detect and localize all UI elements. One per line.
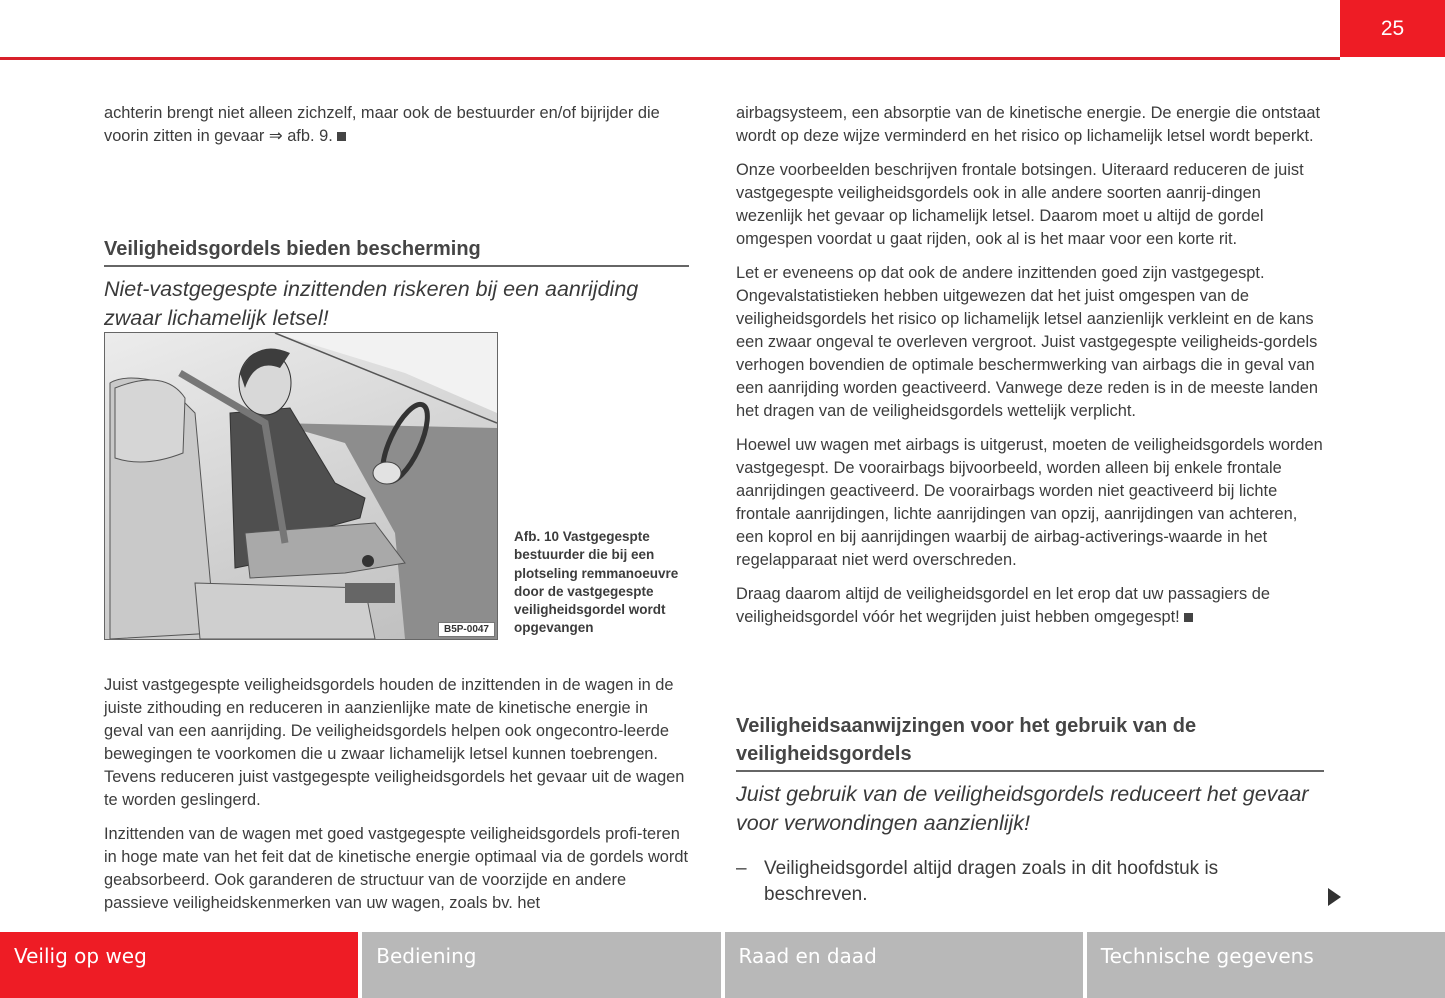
tab-bediening[interactable]: Bediening (362, 932, 720, 998)
section-lead: Niet-vastgegespte inzittenden riskeren bij een aanrijding zwaar lichamelijk letsel! (104, 277, 639, 330)
paragraph: Inzittenden van de wagen met goed vastgegespte veiligheidsgordels profi-teren in hoge mate van het feit dat de kinetische energie optimaal via de gordels wordt geabsorbeerd. Ook garanderen de structuur van de voorzijde en andere passieve veiligheidskenmerken van uw wagen, zoals bv. het (104, 825, 689, 912)
chapter-nav (0, 932, 1445, 998)
paragraph: airbagsysteem, een absorptie van de kinetische energie. De energie die ontstaat wordt op deze wijze verminderd en het risico op lichamelijk letsel wordt beperkt. (736, 104, 1321, 145)
end-of-section-marker-icon (337, 132, 346, 141)
paragraph: Juist vastgegespte veiligheidsgordels houden de inzittenden in de wagen in de juiste zithouding en reduceren in aanzienlijke mate de kinetische energie in geval van een aanrijding. De veiligheidsgordels helpen ook ongecontro-leerde bewegingen te voorkomen die u zwaar lichamelijk letsel kunnen toebrengen. Tevens reduceren juist vastgegespte veiligheidsgordels het gevaar uit de wagen te worden geslingerd. (104, 676, 685, 809)
paragraph: Let er eveneens op dat ook de andere inzittenden goed zijn vastgegespt. Ongevalstatistieken hebben uitgewezen dat het juist omgespen van de veiligheidsgordels het risico op lichamelijk letsel aanzienlijk verkleint en de kans een zwaar ongeval te overleven vergroot. Juist vastgegespte veiligheids-gordels verhogen bovendien de optimale beschermwerking van airbags die in geval van een aanrijding worden geactiveerd. Vanwege deze reden is in de meeste landen het dragen van de veiligheidsgordels wettelijk verplicht. (736, 264, 1318, 420)
intro-paragraph: achterin brengt niet alleen zichzelf, maar ook de bestuurder en/of bijrijder die voorin zitten in gevaar ⇒ afb. 9. (104, 104, 660, 145)
right-section (736, 712, 1324, 908)
tab-veilig-op-weg[interactable]: Veilig op weg (0, 932, 358, 998)
paragraph: Hoewel uw wagen met airbags is uitgerust, moeten de veiligheidsgordels worden vastgegespt. De voorairbags bijvoorbeeld, worden alleen bij enkele frontale aanrijdingen geactiveerd. De voorairbags worden niet geactiveerd bij lichte frontale aanrijdingen, lichte aanrijdingen van opzij, aanrijdingen van achteren, een koprol en bij aanrijdingen waarbij de airbag-activerings-waarde in het regelapparaat niet werd overschreden. (736, 436, 1323, 569)
tab-technische-gegevens[interactable]: Technische gegevens (1087, 932, 1445, 998)
figure-image-driver-seatbelt (104, 332, 498, 640)
list-dash: – (736, 858, 747, 879)
section-title: Veiligheidsgordels bieden bescherming (104, 235, 689, 267)
section-title: Veiligheidsaanwijzingen voor het gebruik van de veiligheidsgordels (736, 712, 1324, 772)
list-item (736, 856, 1324, 908)
figure-caption: Afb. 10 Vastgegespte bestuurder die bij een plotseling remmanoeuvre door de vastgegespte veiligheidsgordel wordt opgevangen (514, 529, 679, 636)
header-bar (0, 0, 1340, 60)
driver-illustration (105, 333, 497, 639)
paragraph: Draag daarom altijd de veiligheidsgordel en let erop dat uw passagiers de veiligheidsgordel vóór het wegrijden juist hebben omgegespt! (736, 585, 1270, 626)
end-of-section-marker-icon (1184, 613, 1193, 622)
right-column (736, 102, 1326, 640)
figure-code: B5P-0047 (438, 622, 495, 637)
list-item-text: Veiligheidsgordel altijd dragen zoals in dit hoofdstuk is beschreven. (764, 858, 1219, 905)
left-column (104, 102, 689, 333)
tab-raad-en-daad[interactable]: Raad en daad (725, 932, 1083, 998)
paragraph: Onze voorbeelden beschrijven frontale botsingen. Uiteraard reduceren de juist vastgegespte veiligheidsgordels ook in alle andere soorten aanrij-dingen wezenlijk het gevaar op lichamelijk letsel. Daarom moet u altijd de gordel omgespen voordat u gaat rijden, ook al is het maar voor een korte rit. (736, 161, 1304, 248)
left-body (104, 674, 689, 926)
section-lead: Juist gebruik van de veiligheidsgordels reduceert het gevaar voor verwondingen aanzienlijk! (736, 782, 1309, 835)
page-number: 25 (1340, 0, 1445, 57)
next-page-arrow-icon[interactable] (1328, 888, 1341, 906)
